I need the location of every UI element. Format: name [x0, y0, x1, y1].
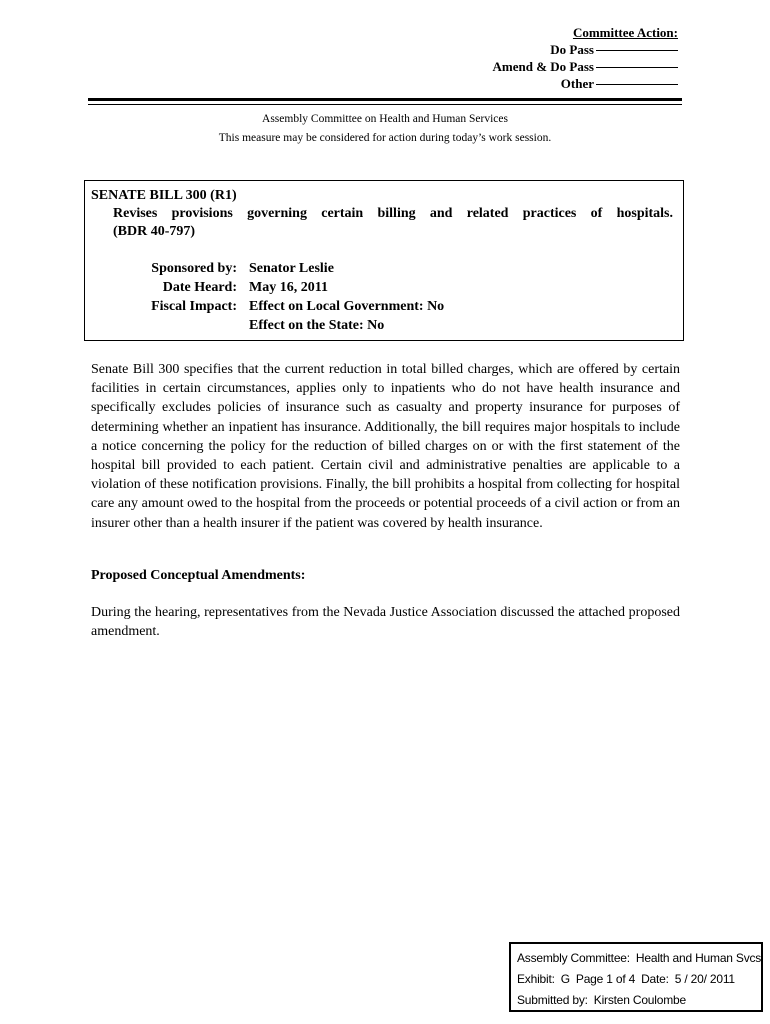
exhibit-label: Exhibit:	[517, 972, 555, 986]
header-rule-thin	[88, 104, 682, 105]
amendments-heading: Proposed Conceptual Amendments:	[91, 568, 306, 583]
date-heard-row	[91, 278, 444, 297]
bill-description	[113, 205, 673, 241]
exhibit-stamp	[509, 942, 763, 1012]
committee-action-do-pass	[493, 41, 678, 58]
fiscal-state-value: Effect on the State: No	[249, 318, 385, 333]
exhibit-committee-value: Health and Human Svcs	[635, 951, 762, 965]
bill-description-bdr: (BDR 40-797)	[113, 224, 196, 239]
fiscal-state-row	[91, 316, 444, 335]
header-rule-thick	[88, 98, 682, 101]
bill-summary-paragraph: Senate Bill 300 specifies that the current reduction in total billed charges, which are offered by certain facilities in certain circumstances, applies only to inpatients who do not have health insurance and specifically excludes policies of insurance such as casualty and property insurance for purposes of determining whether an inpatient has insurance. Additionally, the bill requires major hospitals to include a notice concerning the policy for the reduction of billed charges on or with the first statement of the hospital bill provided to each patient. Certain civil and administrative penalties are applicable to a violation of these notification provisions. Finally, the bill prohibits a hospital from collecting for hospital care any amount owed to the hospital from the proceeds or potential proceeds of a civil action or from an insurer other than a health insurer if the patient was covered by health insurance.	[91, 362, 680, 531]
date-heard-value: May 16, 2011	[249, 280, 328, 295]
exhibit-page: Page 1 of 4	[575, 972, 636, 986]
other-label: Other	[560, 76, 594, 91]
do-pass-blank	[596, 50, 678, 51]
committee-header	[88, 110, 682, 148]
exhibit-date-label: Date:	[641, 972, 669, 986]
bill-description-line1: Revises provisions governing certain billing and related practices of hospitals.	[113, 206, 673, 221]
sponsored-by-row	[91, 259, 444, 278]
exhibit-committee-label: Assembly Committee:	[517, 951, 630, 965]
date-heard-label: Date Heard:	[162, 280, 237, 295]
committee-name: Assembly Committee on Health and Human Services	[262, 113, 508, 125]
fiscal-impact-label: Fiscal Impact:	[151, 299, 237, 314]
committee-action-amend-do-pass	[493, 58, 678, 75]
amend-do-pass-label: Amend & Do Pass	[492, 59, 594, 74]
exhibit-date-value: 5 / 20/ 2011	[674, 972, 735, 986]
do-pass-label: Do Pass	[550, 42, 594, 57]
exhibit-submitted-row	[517, 990, 755, 1011]
sponsored-by-label: Sponsored by:	[151, 261, 237, 276]
bill-title: SENATE BILL 300 (R1)	[91, 188, 237, 203]
amendments-paragraph: During the hearing, representatives from the Nevada Justice Association discussed the attached proposed amendment.	[91, 605, 680, 640]
sponsored-by-value: Senator Leslie	[249, 261, 334, 276]
committee-action-heading: Committee Action:	[572, 25, 678, 40]
committee-action-block	[493, 24, 678, 92]
committee-action-other	[493, 75, 678, 92]
bill-summary-box	[84, 180, 684, 341]
exhibit-committee-row	[517, 948, 762, 969]
fiscal-impact-row	[91, 297, 444, 316]
fiscal-local-value: Effect on Local Government: No	[249, 299, 445, 314]
exhibit-submitted-label: Submitted by:	[517, 993, 588, 1007]
other-blank	[596, 84, 678, 85]
exhibit-info-row	[517, 969, 755, 990]
work-session-notice: This measure may be considered for action during today’s work session.	[218, 132, 552, 144]
exhibit-value: G	[560, 972, 570, 986]
bill-meta-table	[91, 259, 444, 335]
fiscal-state-spacer	[91, 316, 249, 335]
amend-do-pass-blank	[596, 67, 678, 68]
exhibit-submitted-value: Kirsten Coulombe	[593, 993, 686, 1007]
